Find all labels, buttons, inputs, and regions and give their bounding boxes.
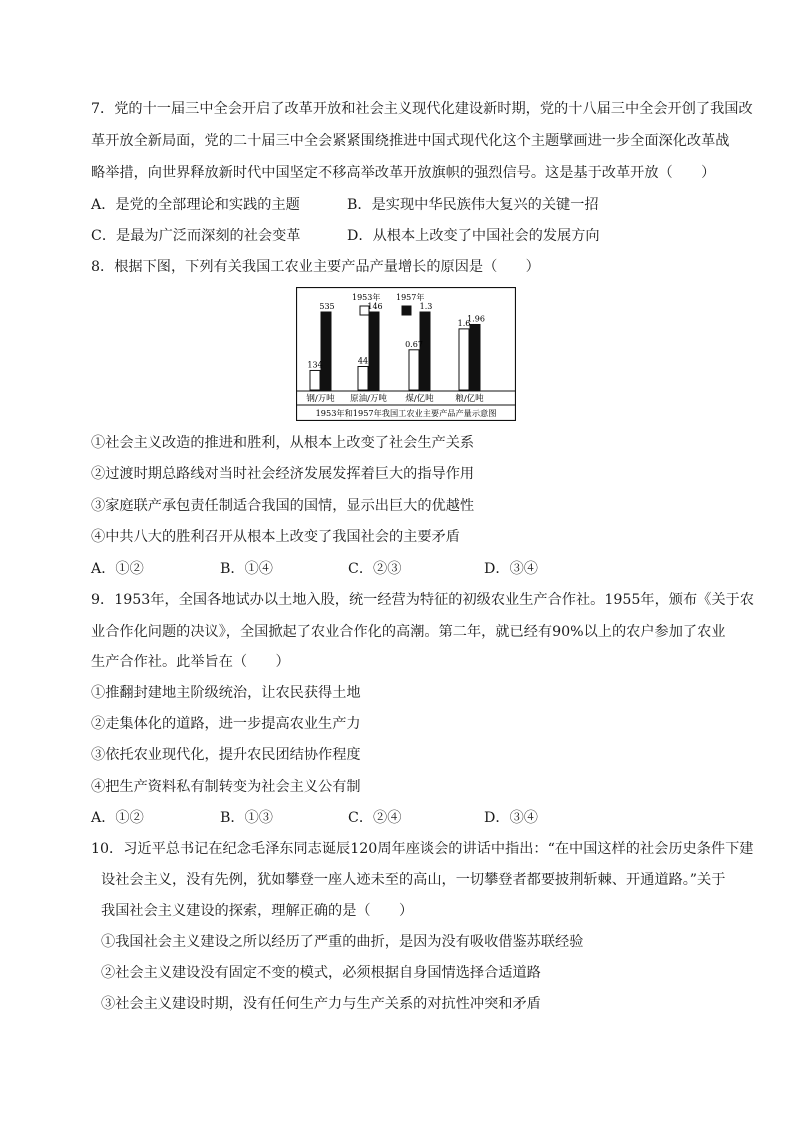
- q9-item-4: ④把生产资料私有制转变为社会主义公有制: [91, 779, 361, 795]
- q8-item-4: ④中共八大的胜利召开从根本上改变了我国社会的主要矛盾: [91, 529, 460, 545]
- q10-stem-line-3: 我国社会主义建设的探索，理解正确的是（ ）: [101, 903, 414, 919]
- category-label-1: 原油/万吨: [350, 394, 387, 404]
- q8-item-1: ①社会主义改造的推进和胜利，从根本上改变了社会生产关系: [91, 435, 475, 451]
- q10-stem-line-2: 设社会主义，没有先例，犹如攀登一座人迹未至的高山，一切攀登者都要披荆斩棘、开通道路。”关于: [101, 872, 726, 888]
- category-label-0: 钢/万吨: [306, 394, 335, 404]
- q9-answer-a: A．①②: [91, 810, 144, 826]
- data-label-1957-0: 535: [319, 302, 335, 311]
- q10-item-2: ②社会主义建设没有固定不变的模式，必须根据自身国情选择合适道路: [101, 965, 541, 981]
- data-label-1953-1: 44: [357, 356, 369, 366]
- q9-answer-d: D．③④: [484, 810, 538, 826]
- data-label-1957-2: 1.3: [419, 302, 433, 311]
- data-label-1957-3: 1.96: [467, 314, 485, 324]
- q8-answer-d: D．③④: [484, 561, 538, 577]
- q7-option-d: D．从根本上改变了中国社会的发展方向: [347, 228, 600, 244]
- q9-item-3: ③依托农业现代化，提升农民团结协作程度: [91, 747, 361, 763]
- data-label-1953-0: 134: [307, 360, 323, 370]
- q8-answer-c: C．②③: [348, 561, 402, 577]
- q8-answer-a: A．①②: [91, 561, 144, 577]
- q8-item-2: ②过渡时期总路线对当时社会经济发展发挥着巨大的指导作用: [91, 466, 475, 482]
- q10-item-3: ③社会主义建设时期，没有任何生产力与生产关系的对抗性冲突和矛盾: [101, 996, 541, 1012]
- q9-stem-line-1: 9．1953年，全国各地试办以土地入股，统一经营为特征的初级农业生产合作社。1955年，颁布《关于农: [91, 592, 754, 608]
- category-label-2: 煤/亿吨: [405, 394, 434, 404]
- bar-1957-2: [420, 312, 430, 390]
- data-label-1953-2: 0.67: [405, 339, 423, 349]
- q7-option-c: C．是最为广泛而深刻的社会变革: [91, 228, 301, 244]
- bar-1953-0: [310, 370, 320, 390]
- q10-item-1: ①我国社会主义建设之所以经历了严重的曲折，是因为没有吸收借鉴苏联经验: [101, 934, 584, 950]
- q7-option-a: A．是党的全部理论和实践的主题: [91, 197, 300, 213]
- bar-1953-2: [409, 350, 419, 390]
- bar-1953-1: [358, 366, 368, 390]
- q10-stem-line-1: 10．习近平总书记在纪念毛泽东同志诞辰120周年座谈会的讲话中指出：“在中国这样的社会历史条件下建: [91, 841, 754, 857]
- q9-answer-c: C．②④: [348, 810, 402, 826]
- q7-option-b: B．是实现中华民族伟大复兴的关键一招: [347, 197, 599, 213]
- legend-label-1957: 1957年: [396, 293, 425, 302]
- q7-stem-line-1: 7．党的十一届三中全会开启了改革开放和社会主义现代化建设新时期，党的十八届三中全会开创了我国改: [91, 101, 753, 117]
- q9-answer-b: B．①③: [220, 810, 273, 826]
- q8-item-3: ③家庭联产承包责任制适合我国的国情，显示出巨大的优越性: [91, 498, 475, 514]
- bar-1957-0: [321, 312, 331, 390]
- bar-1953-3: [459, 329, 469, 390]
- q9-item-2: ②走集体化的道路，进一步提高农业生产力: [91, 716, 361, 732]
- bar-1957-1: [369, 312, 379, 390]
- bar-1957-3: [470, 324, 480, 390]
- q9-stem-line-2: 业合作化问题的决议》，全国掀起了农业合作化的高潮。第二年，就已经有90%以上的农户参加了农业: [91, 624, 726, 640]
- production-bar-chart: [296, 287, 516, 421]
- q9-stem-line-3: 生产合作社。此举旨在（ ）: [91, 654, 290, 670]
- legend-label-1953: 1953年: [352, 293, 381, 302]
- category-label-3: 粮/亿吨: [455, 394, 484, 404]
- chart-title: 1953年和1957年我国工农业主要产品产量示意图: [315, 408, 497, 418]
- q8-answer-b: B．①④: [220, 561, 273, 577]
- data-label-1953-3: 1.6: [457, 318, 471, 328]
- legend-swatch-1957: [402, 306, 411, 315]
- q7-stem-line-2: 革开放全新局面，党的二十届三中全会紧紧围绕推进中国式现代化这个主题擘画进一步全面深化改革战: [91, 133, 730, 149]
- q9-item-1: ①推翻封建地主阶级统治，让农民获得土地: [91, 685, 361, 701]
- chart-svg: [296, 287, 516, 421]
- data-label-1957-1: 146: [367, 302, 383, 311]
- q8-stem: 8．根据下图，下列有关我国工农业主要产品产量增长的原因是（ ）: [91, 259, 540, 275]
- q7-stem-line-3: 略举措，向世界释放新时代中国坚定不移高举改革开放旗帜的强烈信号。这是基于改革开放（ ）: [91, 165, 716, 181]
